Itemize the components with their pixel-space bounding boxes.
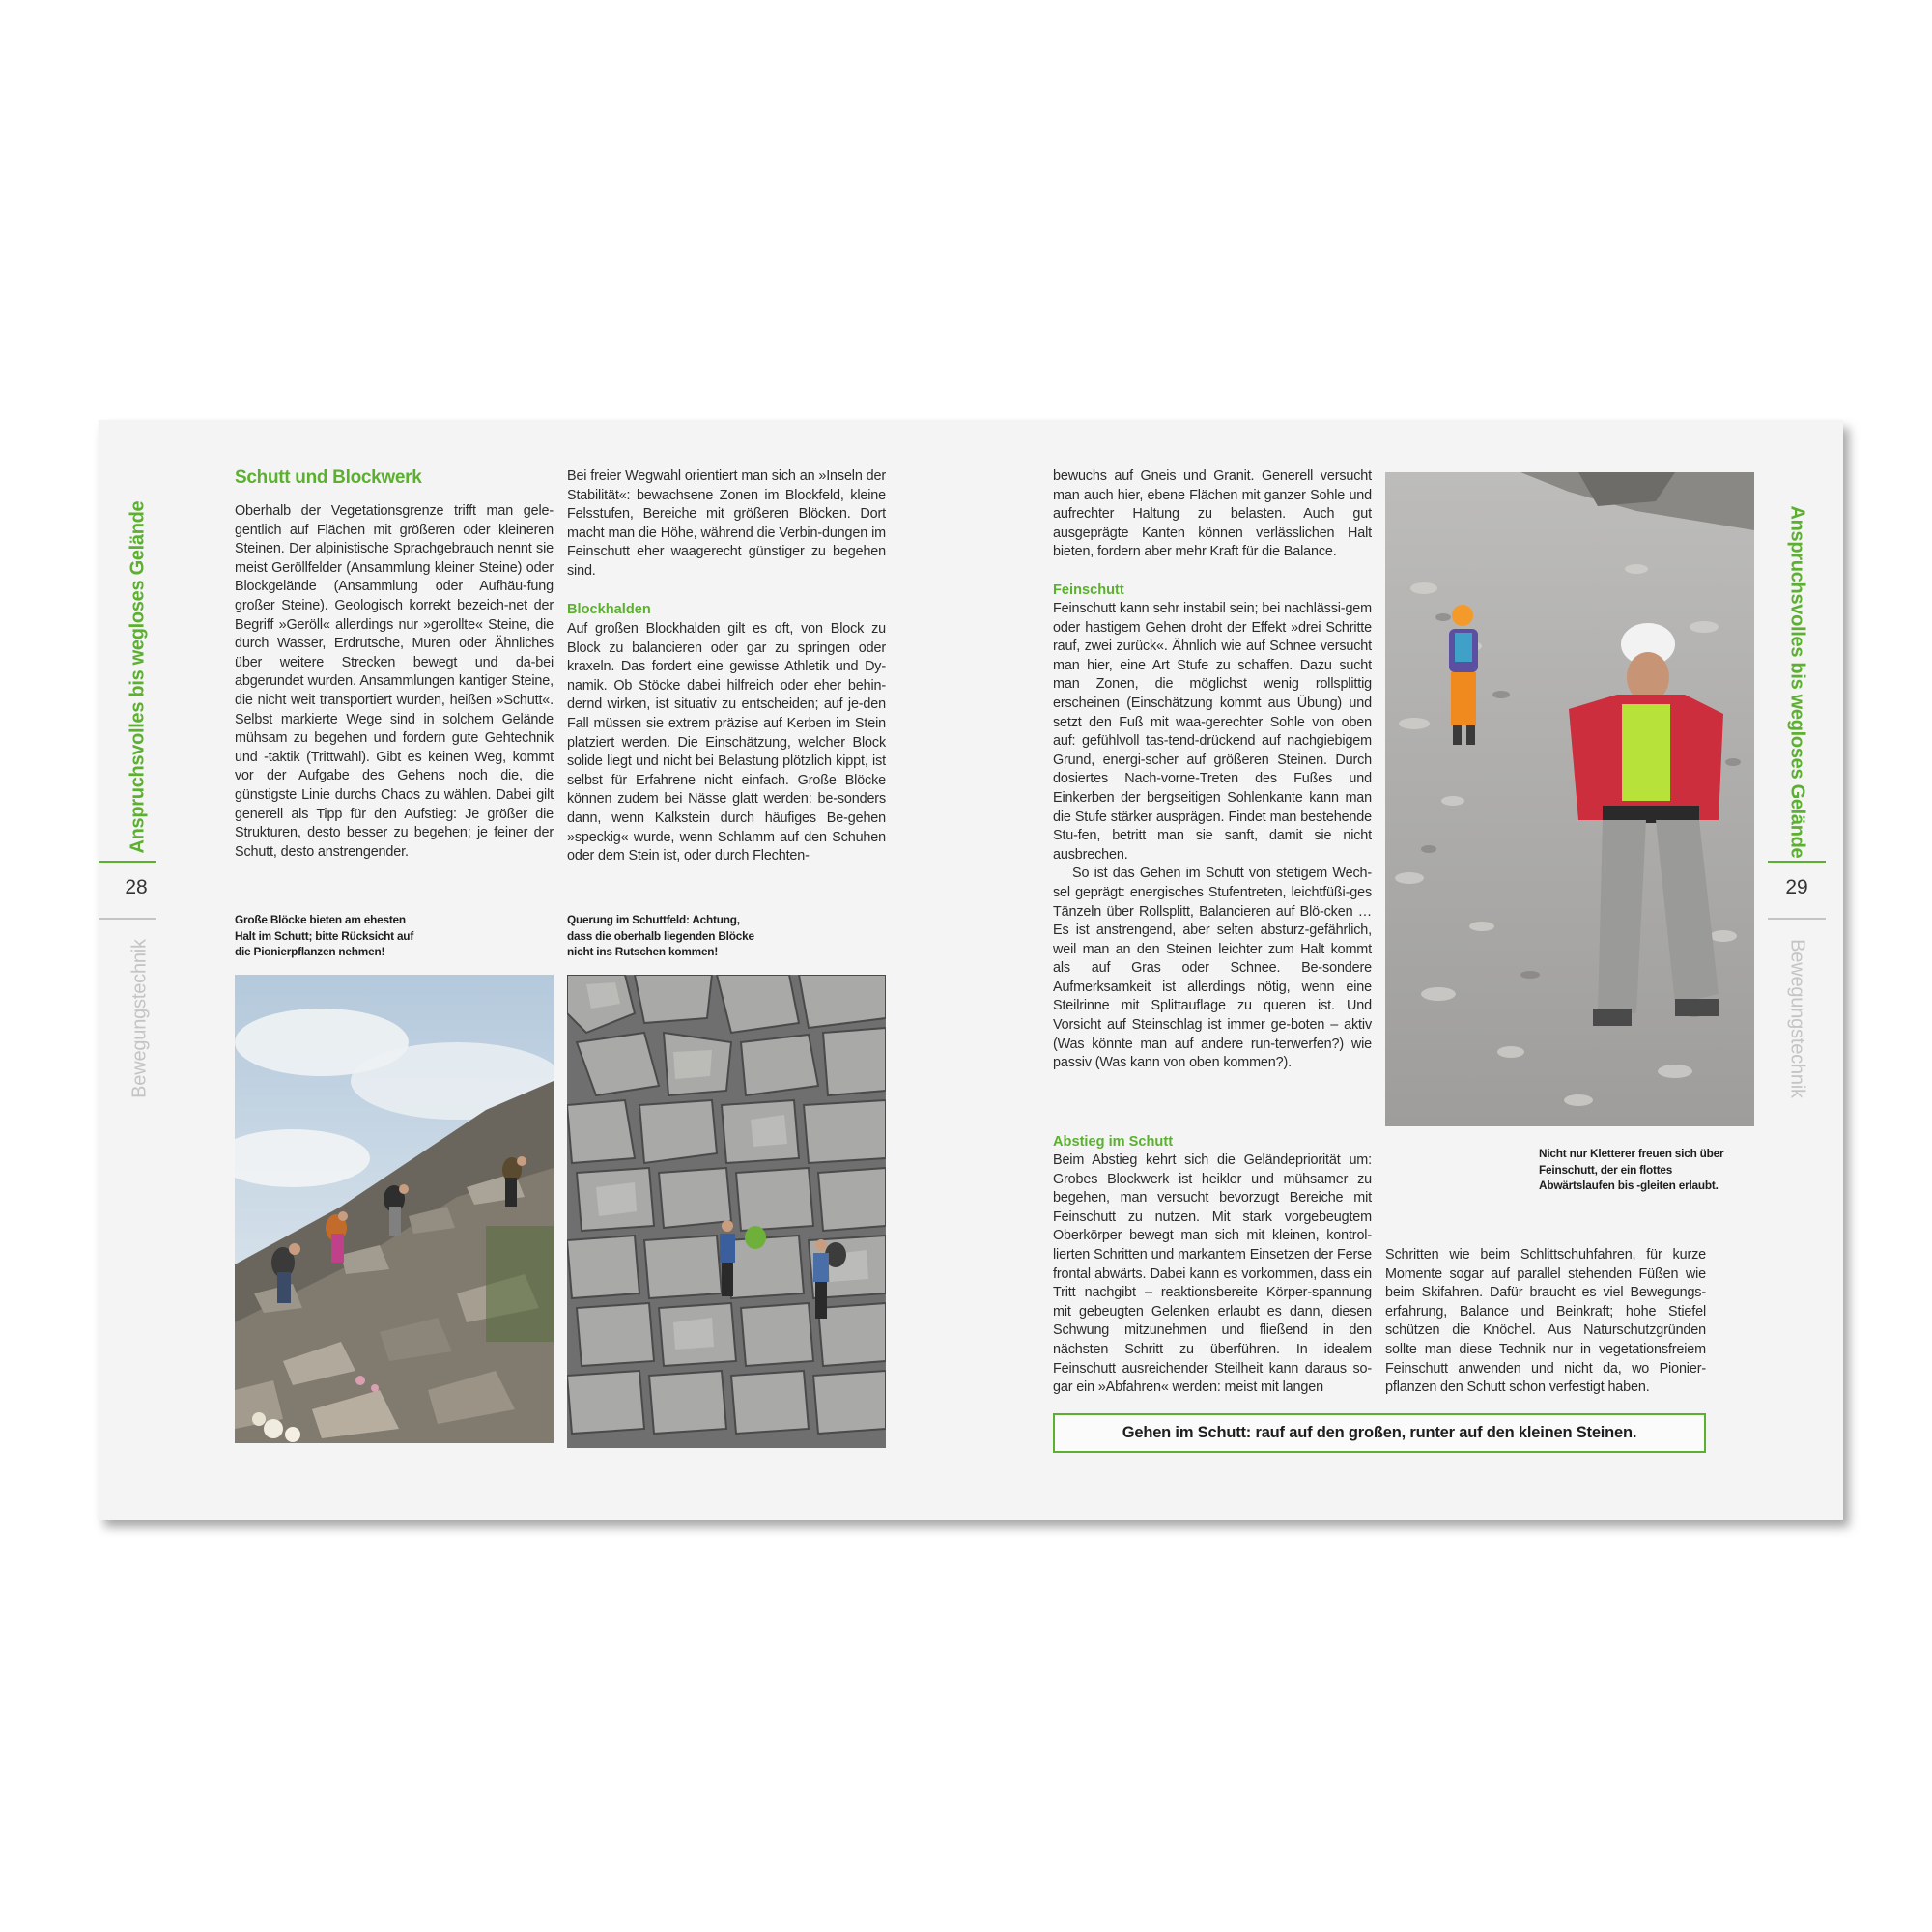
right-side-rule-bottom <box>1768 918 1826 920</box>
left-side-rule-top <box>99 861 156 863</box>
caption-photo1: Große Blöcke bieten am ehesten Halt im Schutt; bitte Rücksicht auf die Pionierpflanzen nehmen! <box>235 913 414 959</box>
caption-photo3: Nicht nur Kletterer freuen sich über Feinschutt, der ein flottes Abwärtslaufen bis -gleiten erlaubt. <box>1539 1147 1724 1193</box>
photo2-image <box>567 975 886 1448</box>
photo3-image <box>1385 472 1754 1126</box>
right-col1-intro <box>1053 468 1372 562</box>
photo-climbers-fine-scree <box>1385 472 1754 1126</box>
left-col2-body <box>567 468 886 582</box>
right-abstieg-body <box>1053 1151 1372 1398</box>
abstieg-paragraph: Beim Abstieg kehrt sich die Geländepriorität um: Grobes Blockwerk ist heikler und mühsamer zu begehen, man versucht bevorzugt Bereiche mit Feinschutt zu nutzen. Mit stark vorgebeugtem Oberkörper bewegt man sich mit kleinen, kontrol-lierten Schritten und markantem Einsetzen der Ferse frontal abwärts. Dabei kann es vorkommen, dass ein Tritt nachgibt – reaktionsbereite Körper-spannung mit gebeugten Gelenken erlaubt es dann, diesen Schwung mitzunehmen und fließend in den nächsten Schritt zu überführen. In idealem Feinschutt ausreichender Steilheit kann daraus so-gar ein »Abfahren« werden: meist mit langen <box>1053 1152 1372 1396</box>
subhead-feinschutt: Feinschutt <box>1053 582 1124 598</box>
left-col2-intro: Bei freier Wegwahl orientiert man sich an »Inseln der Stabilität«: bewachsene Zonen im Blockfeld, kleine Felsstufen, Bereiche mit größeren Blöcken. Dort macht man die Höhe, während die Verbin-dungen im Feinschutt eher waagerecht günstiger zu begehen sind. <box>567 469 886 579</box>
right-page-number: 29 <box>1785 876 1808 898</box>
right-col2-body <box>1385 1246 1706 1398</box>
right-col1-intro-paragraph: bewuchs auf Gneis und Granit. Generell versucht man auch hier, ebene Flächen mit ganzer Sohle und aufrechter Haltung zu belasten. Auch gut ausgeprägte Kanten können verlässlichen Halt bieten, fordern aber mehr Kraft für die Balance. <box>1053 469 1372 560</box>
photo-scree-crossing <box>567 975 886 1448</box>
right-side-title: Anspruchsvolles bis wegloses Gelände <box>1786 505 1808 859</box>
left-col2-blockhalden <box>567 620 886 867</box>
feinschutt-paragraph-2: So ist das Gehen im Schutt von stetigem Wech-sel geprägt: energisches Stufentreten, leichtfüßi-ges Tänzeln über Rollsplitt, Balancieren auf Blö-cken … Es ist anstrengend, aber selten absturz-gefährlich, weil man an den Steinen leichter zum Halt kommt als auf Gras oder Schnee. Be-sondere Aufmerksamkeit ist allerdings nötig, wenn eine Steilrinne mit Splittauflage zu queren ist. Und Vorsicht auf Steinschlag ist immer ge-boten – aktiv (Was könnte man auf andere run-terwerfen?) wie passiv (Was kann von oben kommen?). <box>1053 866 1372 1071</box>
photo-hikers-ascending-blocks <box>235 975 554 1443</box>
left-side-rule-bottom <box>99 918 156 920</box>
caption-photo2: Querung im Schuttfeld: Achtung, dass die oberhalb liegenden Blöcke nicht ins Rutschen kommen! <box>567 913 754 959</box>
left-page-number: 28 <box>125 876 148 898</box>
right-side-rule-top <box>1768 861 1826 863</box>
photo1-image <box>235 975 554 1443</box>
left-col1-body <box>235 502 554 862</box>
left-side-title: Anspruchsvolles bis wegloses Gelände <box>127 500 149 854</box>
feinschutt-paragraph: Feinschutt kann sehr instabil sein; bei nachlässi-gem oder hastigem Gehen droht der Effekt »drei Schritte rauf, zwei zurück«. Ähnlich wie auf Schnee versucht man hier, eine Art Stufe zu schaffen. Dazu sucht man Zonen, die möglichst wenig rollsplittig erscheinen (Einschätzung kommt aus Übung) und setzt den Fuß mit waa-gerechter Sohle von oben auf: gefühlvoll tas-tend-drückend auf nachgiebigem Grund, energi-scher auf größeren Steinen. Durch dosiertes Nach-vorne-Treten des Fußes und Einkerben der bergseitigen Sohlenkante kann man die Stufe stärker ausprägen. Findet man bestehende Stu-fen, betritt man sie sanft, damit sie nicht ausbrechen. <box>1053 601 1372 863</box>
blockhalden-paragraph: Auf großen Blockhalden gilt es oft, von Block zu Block zu balancieren oder gar zu springen oder kraxeln. Das fordert eine gewisse Athletik und Dy-namik. Ob Stöcke dabei hilfreich oder eher behin-dernd wirken, ist situativ zu entscheiden; auf je-den Fall müssen sie extrem präzise auf Kerben im Stein platziert werden. Die Einschätzung, welcher Block solide liegt und nicht bei Belastung plötzlich kippt, ist selbst für Erfahrene nicht einfach. Große Blöcke können zudem bei Nässe glatt werden: be-sonders dann, wenn Kalkstein durch häufiges Be-gehen »speckig« wurde, wenn Schlamm auf den Schuhen oder dem Stein ist, oder durch Flechten- <box>567 621 886 865</box>
subhead-blockhalden: Blockhalden <box>567 602 651 617</box>
right-side-section: Bewegungstechnik <box>1786 939 1808 1098</box>
right-feinschutt-body <box>1053 600 1372 1073</box>
callout-text: Gehen im Schutt: rauf auf den großen, runter auf den kleinen Steinen. <box>1122 1424 1637 1441</box>
right-col2-paragraph: Schritten wie beim Schlittschuhfahren, für kurze Momente sogar auf parallel stehenden Füßen wie beim Skifahren. Dafür braucht es viel Bewegungs-erfahrung, Balance und Beinkraft; hohe Stiefel schützen die Knöchel. Aus Naturschutzgründen sollte man diese Technik nur in vegetationsfreiem Feinschutt anwenden und nicht da, wo Pionier-pflanzen den Schutt schon verfestigt haben. <box>1385 1247 1706 1396</box>
section-heading: Schutt und Blockwerk <box>235 468 422 488</box>
left-side-section: Bewegungstechnik <box>128 939 151 1098</box>
callout-tip-box <box>1053 1413 1706 1453</box>
left-col1-paragraph: Oberhalb der Vegetationsgrenze trifft man gele-gentlich auf Flächen mit größeren oder kleineren Steinen. Der alpinistische Sprachgebrauch nennt sie meist Geröllfelder (Ansammlung kleiner Steine) oder Blockgelände (Ansammlung oder Aufhäu-fung großer Steine). Geologisch korrekt bezeich-net der Begriff »Geröll« allerdings nur »gerollte« Steine, die durch Wasser, Erdrutsche, Muren oder Ähnliches über weitere Strecken bewegt und da-bei abgerundet wurden. Ansammlungen kantiger Steine, die nicht weit transportiert wurden, heißen »Schutt«. Selbst markierte Wege sind in solchem Gelände mühsam zu begehen und fordern gute Gehtechnik und -taktik (Trittwahl). Gibt es keinen Weg, kommt vor der Aufgabe des Gehens noch die, die günstigste Linie durchs Chaos zu wählen. Dabei gilt generell als Tipp für den Aufstieg: Je größer die Strukturen, desto besser zu begehen; je feiner der Schutt, desto anstrengender. <box>235 503 554 860</box>
subhead-abstieg: Abstieg im Schutt <box>1053 1134 1174 1150</box>
